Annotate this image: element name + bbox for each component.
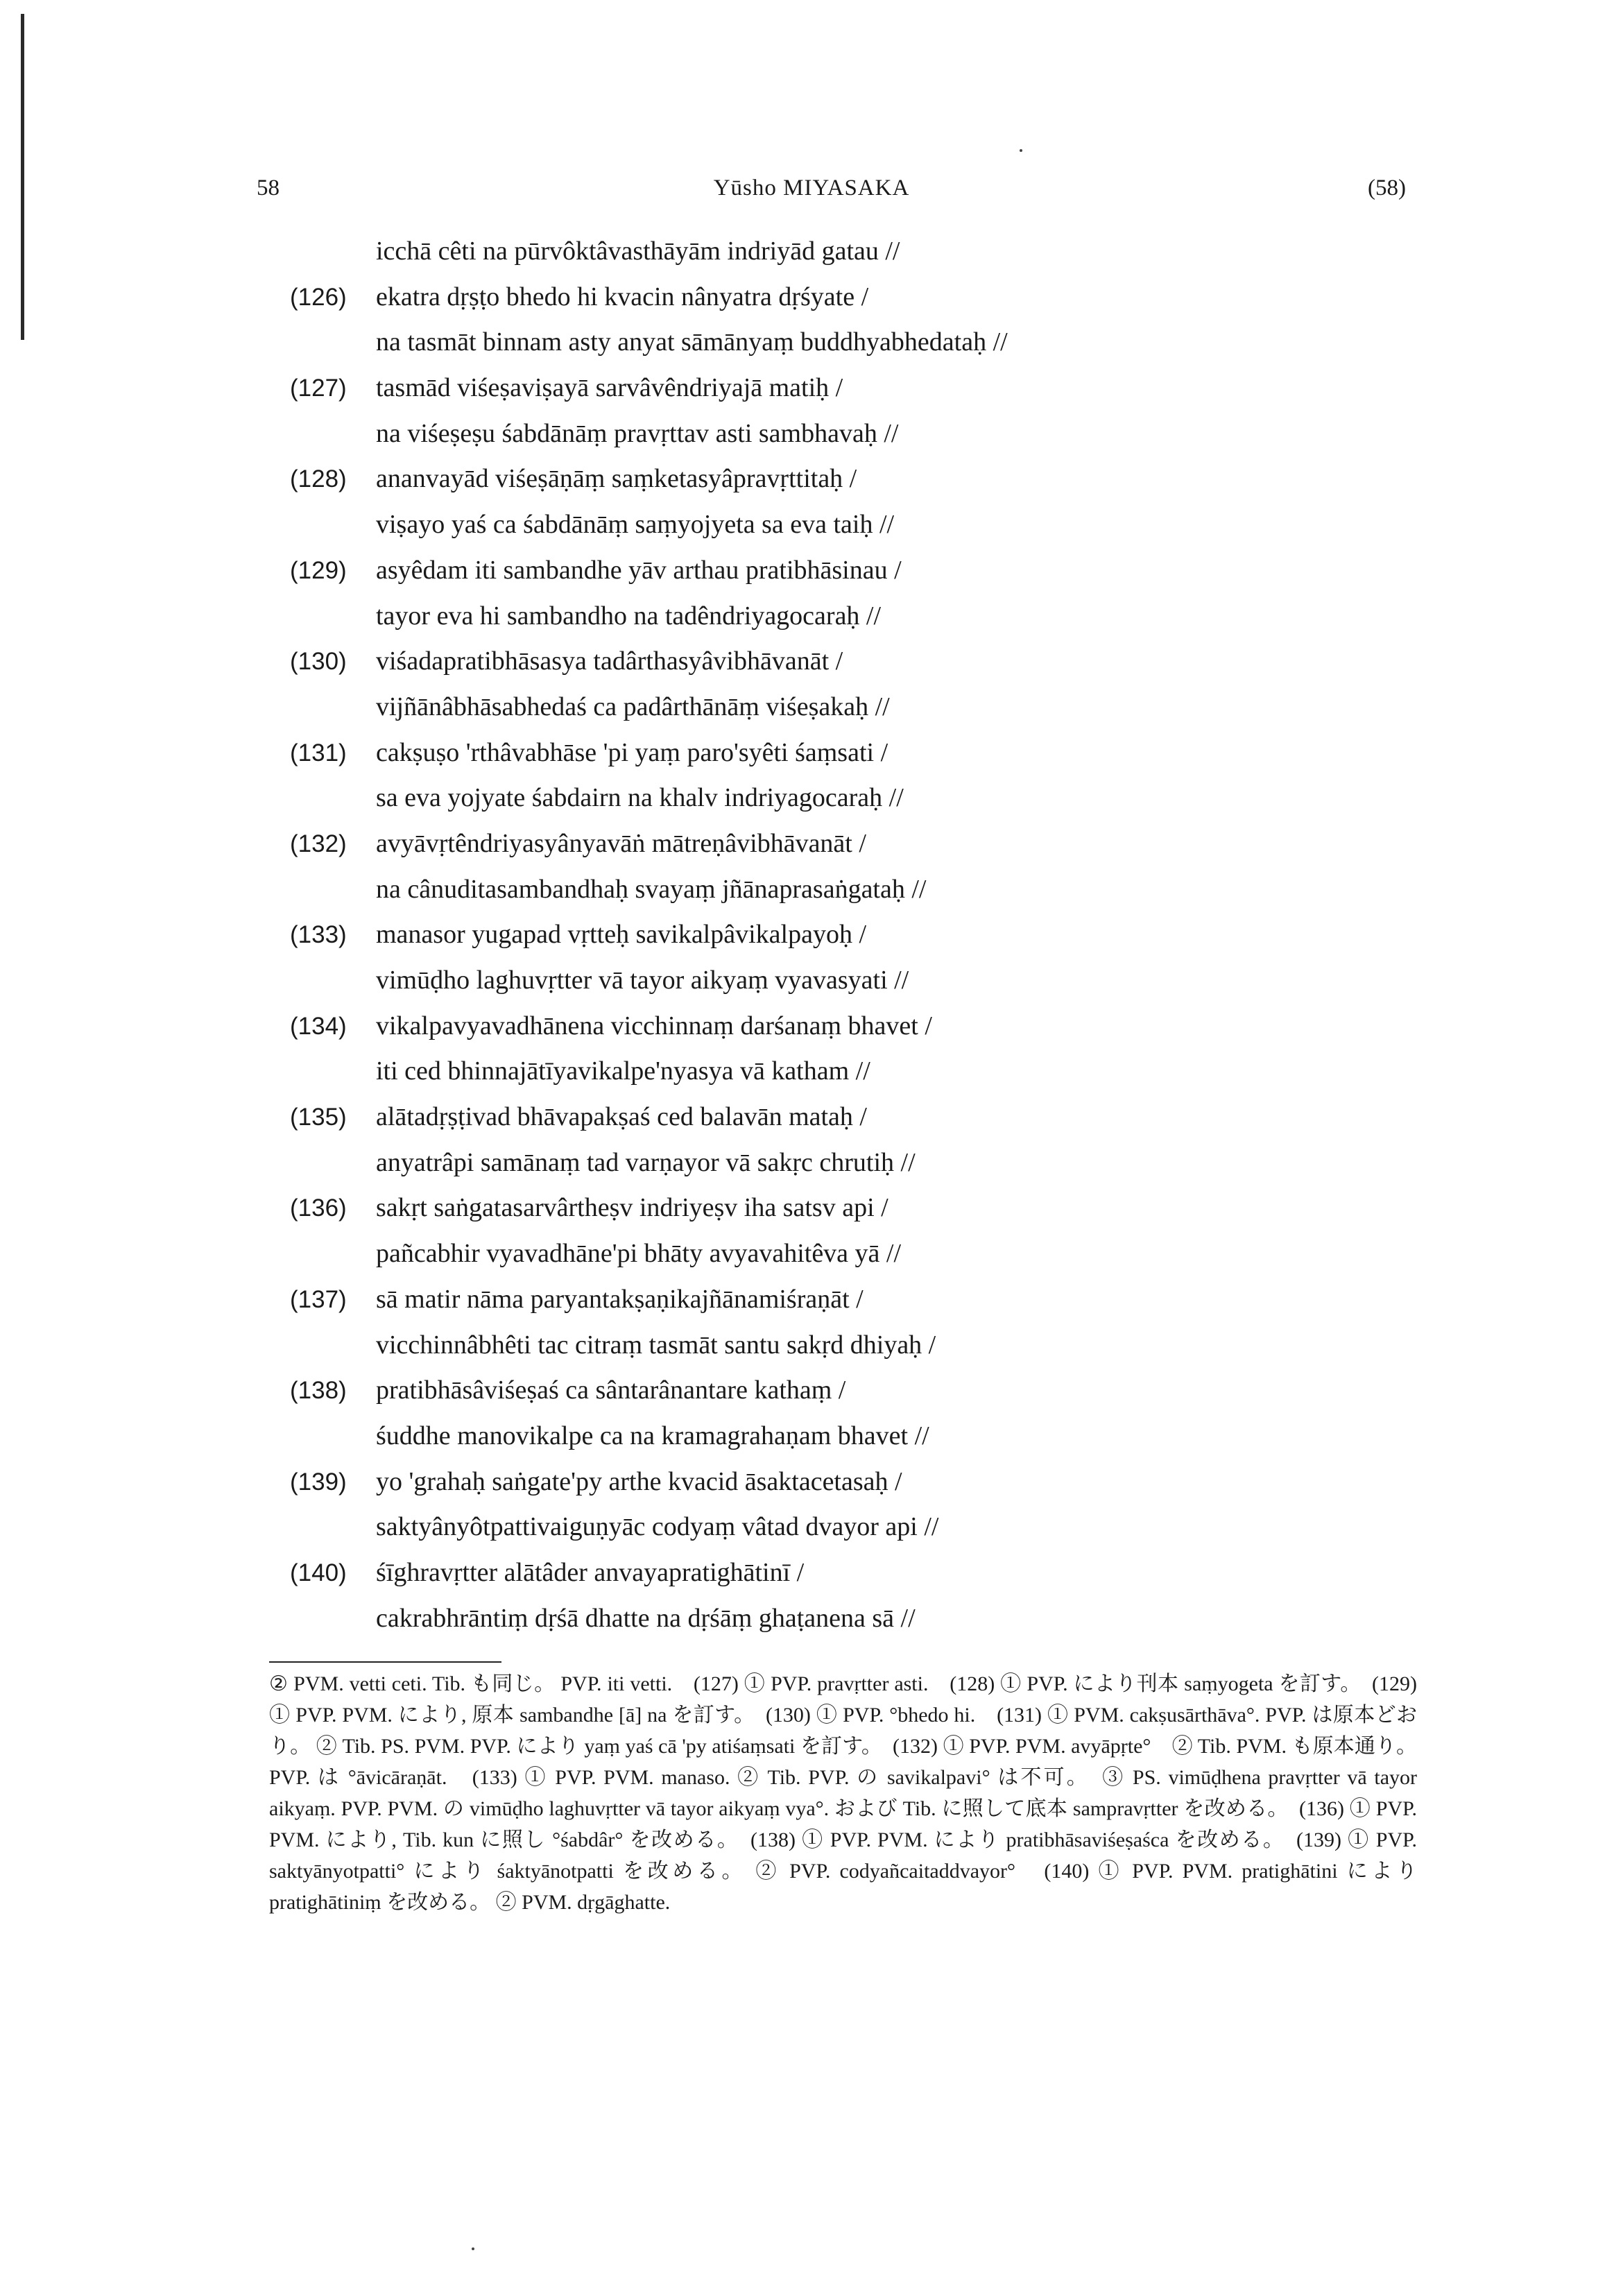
verse-line: [0, 411, 1623, 457]
verse-number: (128): [290, 465, 347, 493]
verse-text: viṣayo yaś ca śabdānāṃ saṃyojyeta sa eva taiḥ //: [376, 510, 895, 540]
verse-number: (127): [290, 375, 347, 402]
verse-line: [0, 1095, 1623, 1140]
verse-number: (132): [290, 830, 347, 857]
verse-number: (138): [290, 1377, 347, 1405]
verse-text: alātadṛṣṭivad bhāvapakṣaś ced balavān mataḥ /: [376, 1102, 867, 1132]
verse-line: [0, 1049, 1623, 1095]
verse-text: ananvayād viśeṣāṇāṃ saṃketasyâpravṛttitaḥ /: [376, 464, 857, 494]
verse-text: pañcabhir vyavadhāne'pi bhāty avyavahitêva yā //: [376, 1239, 902, 1269]
verse-text: ekatra dṛṣṭo bhedo hi kvacin nânyatra dṛśyate /: [376, 282, 869, 311]
verse-line: [0, 1414, 1623, 1459]
verse-text: vimūḍho laghuvṛtter vā tayor aikyaṃ vyavasyati //: [376, 966, 909, 995]
verse-line: [0, 1459, 1623, 1505]
verse-text: na tasmāt binnam asty anyat sāmānyaṃ buddhyabhedataḥ //: [376, 327, 1008, 357]
verse-line: [0, 1004, 1623, 1050]
verse-number: (134): [290, 1012, 347, 1040]
verse-text: saktyânyôtpattivaiguṇyāc codyaṃ vâtad dvayor api //: [376, 1512, 939, 1542]
running-head-author: Yūsho MIYASAKA: [713, 175, 910, 200]
verse-line: [0, 275, 1623, 320]
verse-line: [0, 594, 1623, 640]
verse-text: śuddhe manovikalpe ca na kramagrahaṇam bhavet //: [376, 1421, 929, 1450]
verse-line: [0, 639, 1623, 685]
verse-line: [0, 1277, 1623, 1323]
page-number-right: (58): [1368, 175, 1406, 200]
verse-line: [0, 1550, 1623, 1596]
verse-number: (130): [290, 648, 347, 676]
verse-text: manasor yugapad vṛtteḥ savikalpâvikalpayoḥ /: [376, 920, 867, 950]
verse-line: [0, 366, 1623, 411]
verse-number: (131): [290, 739, 347, 766]
verse-line: [0, 912, 1623, 958]
verse-text: vijñānâbhāsabhedaś ca padârthānāṃ viśeṣakaḥ //: [376, 692, 890, 721]
verse-text: vikalpavyavadhānena vicchinnaṃ darśanaṃ bhavet /: [376, 1011, 932, 1040]
verse-number: (140): [290, 1559, 347, 1586]
verse-line: [0, 685, 1623, 730]
verse-line: [0, 1140, 1623, 1186]
verse-line: [0, 456, 1623, 502]
verse-text: śīghravṛtter alātâder anvayapratighātinī /: [376, 1557, 805, 1587]
verse-number: (135): [290, 1104, 347, 1131]
verse-line: [0, 1231, 1623, 1277]
verse-number: (137): [290, 1285, 347, 1313]
verse-text: avyāvṛtêndriyasyânyavāṅ mātreṇâvibhāvanāt /: [376, 828, 866, 858]
footnotes: [269, 1668, 1417, 1918]
verse-text: cakrabhrāntiṃ dṛśā dhatte na dṛśāṃ ghaṭanena sā //: [376, 1603, 916, 1633]
scan-speck: [1020, 149, 1022, 152]
verse-text: na cânuditasambandhaḥ svayaṃ jñānaprasaṅgataḥ //: [376, 874, 927, 904]
verse-line: [0, 1368, 1623, 1414]
verse-number: (133): [290, 921, 347, 949]
verse-line: [0, 867, 1623, 913]
verse-line: [0, 958, 1623, 1004]
verse-number: (136): [290, 1194, 347, 1222]
verse-text: sakṛt saṅgatasarvârtheṣv indriyeṣv iha satsv api /: [376, 1193, 888, 1223]
verse-line: [0, 229, 1623, 275]
verse-text: sā matir nāma paryantakṣaṇikajñānamiśraṇāt /: [376, 1284, 864, 1314]
verse-line: [0, 1596, 1623, 1642]
verse-text: na viśeṣeṣu śabdānāṃ pravṛttav asti sambhavaḥ //: [376, 418, 899, 448]
footnote-divider: [269, 1661, 501, 1663]
verse-text: cakṣuṣo 'rthâvabhāse 'pi yaṃ paro'syêti śaṃsati /: [376, 737, 888, 767]
verse-text: tasmād viśeṣaviṣayā sarvâvêndriyajā matiḥ /: [376, 373, 843, 403]
verse-line: [0, 502, 1623, 548]
verse-text: tayor eva hi sambandho na tadêndriyagocaraḥ //: [376, 601, 882, 631]
verse-text: viśadapratibhāsasya tadârthasyâvibhāvanāt /: [376, 646, 843, 676]
scan-speck: [472, 2247, 474, 2250]
verse-line: [0, 1185, 1623, 1231]
verse-text: iti ced bhinnajātīyavikalpe'nyasya vā katham //: [376, 1056, 870, 1086]
verse-number: (129): [290, 556, 347, 584]
verse-line: [0, 548, 1623, 594]
verse-line: [0, 320, 1623, 366]
verse-line: [0, 730, 1623, 776]
verse-line: [0, 1323, 1623, 1369]
verse-block: [0, 229, 1623, 1641]
verse-text: anyatrâpi samānaṃ tad varṇayor vā sakṛc chrutiḥ //: [376, 1147, 916, 1177]
verse-line: [0, 1505, 1623, 1550]
verse-line: [0, 776, 1623, 821]
verse-text: pratibhāsâviśeṣaś ca sântarânantare kathaṃ /: [376, 1376, 846, 1405]
verse-text: sa eva yojyate śabdairn na khalv indriyagocaraḥ //: [376, 783, 904, 813]
verse-number: (126): [290, 283, 347, 311]
footnote-text: ② PVM. vetti ceti. Tib. も同じ。 PVP. iti vetti. (127) ① PVP. pravṛtter asti. (128) ① PVP. により刊本 saṃyogeta を訂す。 (129) ① PVP. PVM. により, 原本 sambandhe [ā] na を訂す。 (130) ① PVP. °bhedo hi. (131) ① PVM. cakṣusārthāva°. PVP. は原本どおり。 ② Tib. PS. PVM. PVP. により yaṃ yaś cā 'py atiśaṃsati を訂す。 (132) ① PVP. PVM. avyāpṛte° ② Tib. PVM. も原本通り。 PVP. は °āvicāraṇāt. (133) ① PVP. PVM. manaso. ② Tib. PVP. の savikalpavi° は不可。 ③ PS. vimūḍhena pravṛtter vā tayor aikyaṃ. PVP. PVM. の vimūḍho laghuvṛtter vā tayor aikyaṃ vya°. および Tib. に照して底本 sampravṛtter を改める。 (136) ① PVP. PVM. により, Tib. kun に照し °śabdâr° を改める。 (138) ① PVP. PVM. により pratibhāsaviśeṣaśca を改める。 (139) ① PVP. saktyānyotpatti° により śaktyānotpatti を改める。 ② PVP. codyañcaitaddvayor° (140) ① PVP. PVM. pratighātini により pratighātiniṃ を改める。 ② PVM. dṛgāghatte.: [269, 1672, 1417, 1914]
verse-number: (139): [290, 1468, 347, 1496]
verse-text: icchā cêti na pūrvôktâvasthāyām indriyād gatau //: [376, 237, 900, 266]
verse-text: vicchinnâbhêti tac citraṃ tasmāt santu sakṛd dhiyaḥ /: [376, 1330, 936, 1360]
verse-text: asyêdam iti sambandhe yāv arthau pratibhāsinau /: [376, 555, 902, 585]
verse-line: [0, 821, 1623, 867]
verse-text: yo 'grahaḥ saṅgate'py arthe kvacid āsaktacetasaḥ /: [376, 1466, 902, 1496]
page-number-left: 58: [257, 175, 280, 200]
